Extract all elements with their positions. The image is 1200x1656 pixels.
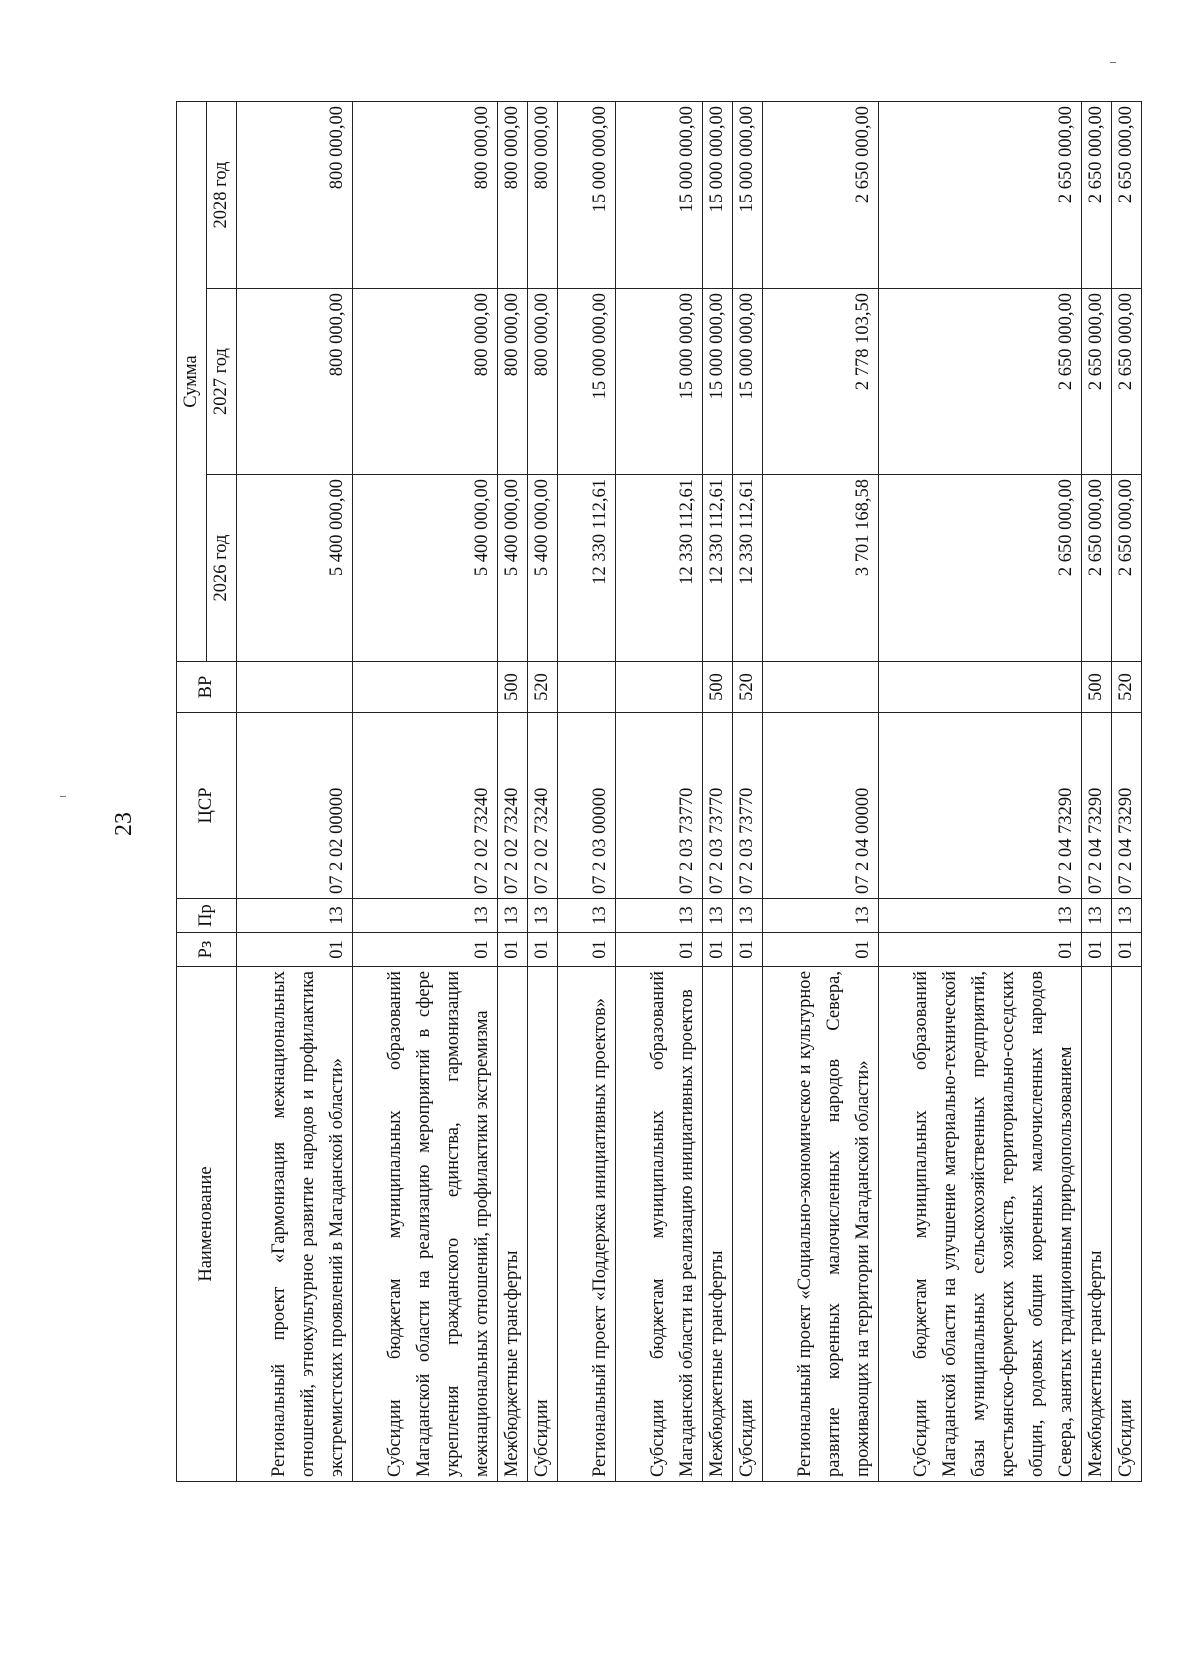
row-pr-cell: 13 [703, 899, 733, 933]
row-vr-cell: 520 [733, 662, 763, 713]
table-row [558, 101, 616, 1481]
rotated-page-content [176, 102, 1136, 1482]
row-pr-cell: 13 [1112, 899, 1142, 933]
row-vr-cell [558, 662, 616, 713]
scan-mark [60, 796, 66, 797]
row-rz-cell: 01 [528, 933, 558, 967]
row-vr-cell: 500 [1082, 662, 1112, 713]
row-2026-cell: 5 400 000,00 [237, 475, 353, 662]
row-vr-cell: 500 [703, 662, 733, 713]
row-csr-cell: 07 2 04 00000 [763, 713, 879, 899]
row-2028-cell: 15 000 000,00 [616, 101, 703, 288]
row-2027-cell: 2 650 000,00 [879, 289, 1082, 475]
row-2027-cell: 800 000,00 [498, 289, 528, 475]
row-csr-cell: 07 2 04 73290 [1112, 713, 1142, 899]
row-2027-cell: 800 000,00 [528, 289, 558, 475]
budget-table [176, 101, 1142, 1482]
header-rz: Рз [177, 933, 237, 967]
header-2028: 2028 год [207, 101, 237, 288]
table-row [353, 101, 498, 1481]
row-2026-cell: 12 330 112,61 [733, 475, 763, 662]
row-2026-cell: 12 330 112,61 [703, 475, 733, 662]
row-name-cell: Региональный проект «Поддержка инициативных проектов» [558, 967, 616, 1482]
table-row [879, 101, 1082, 1481]
row-rz-cell: 01 [1082, 933, 1112, 967]
scan-mark [1110, 62, 1116, 63]
table-row [733, 101, 763, 1481]
row-2028-cell: 800 000,00 [353, 101, 498, 288]
row-2027-cell: 15 000 000,00 [558, 289, 616, 475]
row-csr-cell: 07 2 03 73770 [616, 713, 703, 899]
row-name-cell: Региональный проект «Гармонизация межнациональных отношений, этнокультурное развитие народов и профилактика экстремистских проявлений в Магаданской области» [237, 967, 353, 1482]
row-rz-cell: 01 [558, 933, 616, 967]
row-2026-cell: 5 400 000,00 [528, 475, 558, 662]
row-pr-cell: 13 [733, 899, 763, 933]
row-2028-cell: 2 650 000,00 [1082, 101, 1112, 288]
row-2027-cell: 800 000,00 [237, 289, 353, 475]
row-name-cell: Субсидии бюджетам муниципальных образований Магаданской области на реализацию мероприятий в сфере укрепления гражданского единства, гармонизации межнациональных отношений, профилактики экстремизма [353, 967, 498, 1482]
row-vr-cell [616, 662, 703, 713]
row-pr-cell: 13 [353, 899, 498, 933]
row-pr-cell: 13 [1082, 899, 1112, 933]
header-vr: ВР [177, 662, 237, 713]
page-number: 23 [111, 812, 137, 836]
header-sum: Сумма [177, 101, 207, 661]
row-pr-cell: 13 [237, 899, 353, 933]
row-rz-cell: 01 [879, 933, 1082, 967]
row-vr-cell [763, 662, 879, 713]
row-2027-cell: 2 650 000,00 [1112, 289, 1142, 475]
row-2028-cell: 2 650 000,00 [763, 101, 879, 288]
row-rz-cell: 01 [733, 933, 763, 967]
row-csr-cell: 07 2 02 73240 [528, 713, 558, 899]
table-row [498, 101, 528, 1481]
row-rz-cell: 01 [763, 933, 879, 967]
row-2028-cell: 15 000 000,00 [558, 101, 616, 288]
row-pr-cell: 13 [498, 899, 528, 933]
table-row [1082, 101, 1112, 1481]
row-csr-cell: 07 2 04 73290 [879, 713, 1082, 899]
row-vr-cell: 520 [1112, 662, 1142, 713]
row-2028-cell: 2 650 000,00 [879, 101, 1082, 288]
row-pr-cell: 13 [879, 899, 1082, 933]
row-rz-cell: 01 [703, 933, 733, 967]
row-2026-cell: 2 650 000,00 [1082, 475, 1112, 662]
row-2028-cell: 15 000 000,00 [703, 101, 733, 288]
row-name-cell: Субсидии [1112, 967, 1142, 1482]
table-body [237, 101, 1142, 1481]
row-2028-cell: 800 000,00 [237, 101, 353, 288]
row-2028-cell: 2 650 000,00 [1112, 101, 1142, 288]
row-rz-cell: 01 [237, 933, 353, 967]
row-2026-cell: 5 400 000,00 [498, 475, 528, 662]
table-row [703, 101, 733, 1481]
row-2027-cell: 2 650 000,00 [1082, 289, 1112, 475]
row-csr-cell: 07 2 04 73290 [1082, 713, 1112, 899]
row-pr-cell: 13 [763, 899, 879, 933]
row-csr-cell: 07 2 02 73240 [353, 713, 498, 899]
row-rz-cell: 01 [616, 933, 703, 967]
row-name-cell: Субсидии бюджетам муниципальных образований Магаданской области на реализацию инициативных проектов [616, 967, 703, 1482]
table-row [1112, 101, 1142, 1481]
row-2027-cell: 800 000,00 [353, 289, 498, 475]
row-csr-cell: 07 2 03 73770 [703, 713, 733, 899]
row-rz-cell: 01 [498, 933, 528, 967]
row-2026-cell: 5 400 000,00 [353, 475, 498, 662]
row-csr-cell: 07 2 02 73240 [498, 713, 528, 899]
row-name-cell: Субсидии бюджетам муниципальных образований Магаданской области на улучшение материально-технической базы муниципальных сельскохозяйственных предприятий, крестьянско-фермерских хозяйств, территориально-соседских общин, родовых общин коренных малочисленных народов Севера, занятых традиционным природопользованием [879, 967, 1082, 1482]
row-name-cell: Межбюджетные трансферты [1082, 967, 1112, 1482]
row-name-cell: Региональный проект «Социально-экономическое и культурное развитие коренных малочисленных народов Севера, проживающих на территории Магаданской области» [763, 967, 879, 1482]
header-pr: Пр [177, 899, 237, 933]
row-pr-cell: 13 [616, 899, 703, 933]
row-vr-cell [353, 662, 498, 713]
row-name-cell: Субсидии [528, 967, 558, 1482]
row-rz-cell: 01 [1112, 933, 1142, 967]
row-vr-cell: 500 [498, 662, 528, 713]
header-name: Наименование [177, 967, 237, 1482]
table-row [528, 101, 558, 1481]
row-2028-cell: 800 000,00 [498, 101, 528, 288]
row-csr-cell: 07 2 02 00000 [237, 713, 353, 899]
table-header [177, 101, 237, 1481]
row-name-cell: Межбюджетные трансферты [498, 967, 528, 1482]
row-2028-cell: 800 000,00 [528, 101, 558, 288]
row-2028-cell: 15 000 000,00 [733, 101, 763, 288]
row-csr-cell: 07 2 03 00000 [558, 713, 616, 899]
row-pr-cell: 13 [558, 899, 616, 933]
row-2026-cell: 2 650 000,00 [1112, 475, 1142, 662]
header-csr: ЦСР [177, 713, 237, 899]
row-2027-cell: 2 778 103,50 [763, 289, 879, 475]
table-row [763, 101, 879, 1481]
row-name-cell: Межбюджетные трансферты [703, 967, 733, 1482]
row-2026-cell: 12 330 112,61 [558, 475, 616, 662]
row-vr-cell: 520 [528, 662, 558, 713]
row-vr-cell [879, 662, 1082, 713]
row-2026-cell: 2 650 000,00 [879, 475, 1082, 662]
row-rz-cell: 01 [353, 933, 498, 967]
row-name-cell: Субсидии [733, 967, 763, 1482]
row-2027-cell: 15 000 000,00 [703, 289, 733, 475]
row-pr-cell: 13 [528, 899, 558, 933]
row-2026-cell: 12 330 112,61 [616, 475, 703, 662]
table-row [237, 101, 353, 1481]
row-2027-cell: 15 000 000,00 [616, 289, 703, 475]
row-2027-cell: 15 000 000,00 [733, 289, 763, 475]
row-2026-cell: 3 701 168,58 [763, 475, 879, 662]
row-csr-cell: 07 2 03 73770 [733, 713, 763, 899]
header-2026: 2026 год [207, 475, 237, 662]
header-2027: 2027 год [207, 289, 237, 475]
table-row [616, 101, 703, 1481]
row-vr-cell [237, 662, 353, 713]
